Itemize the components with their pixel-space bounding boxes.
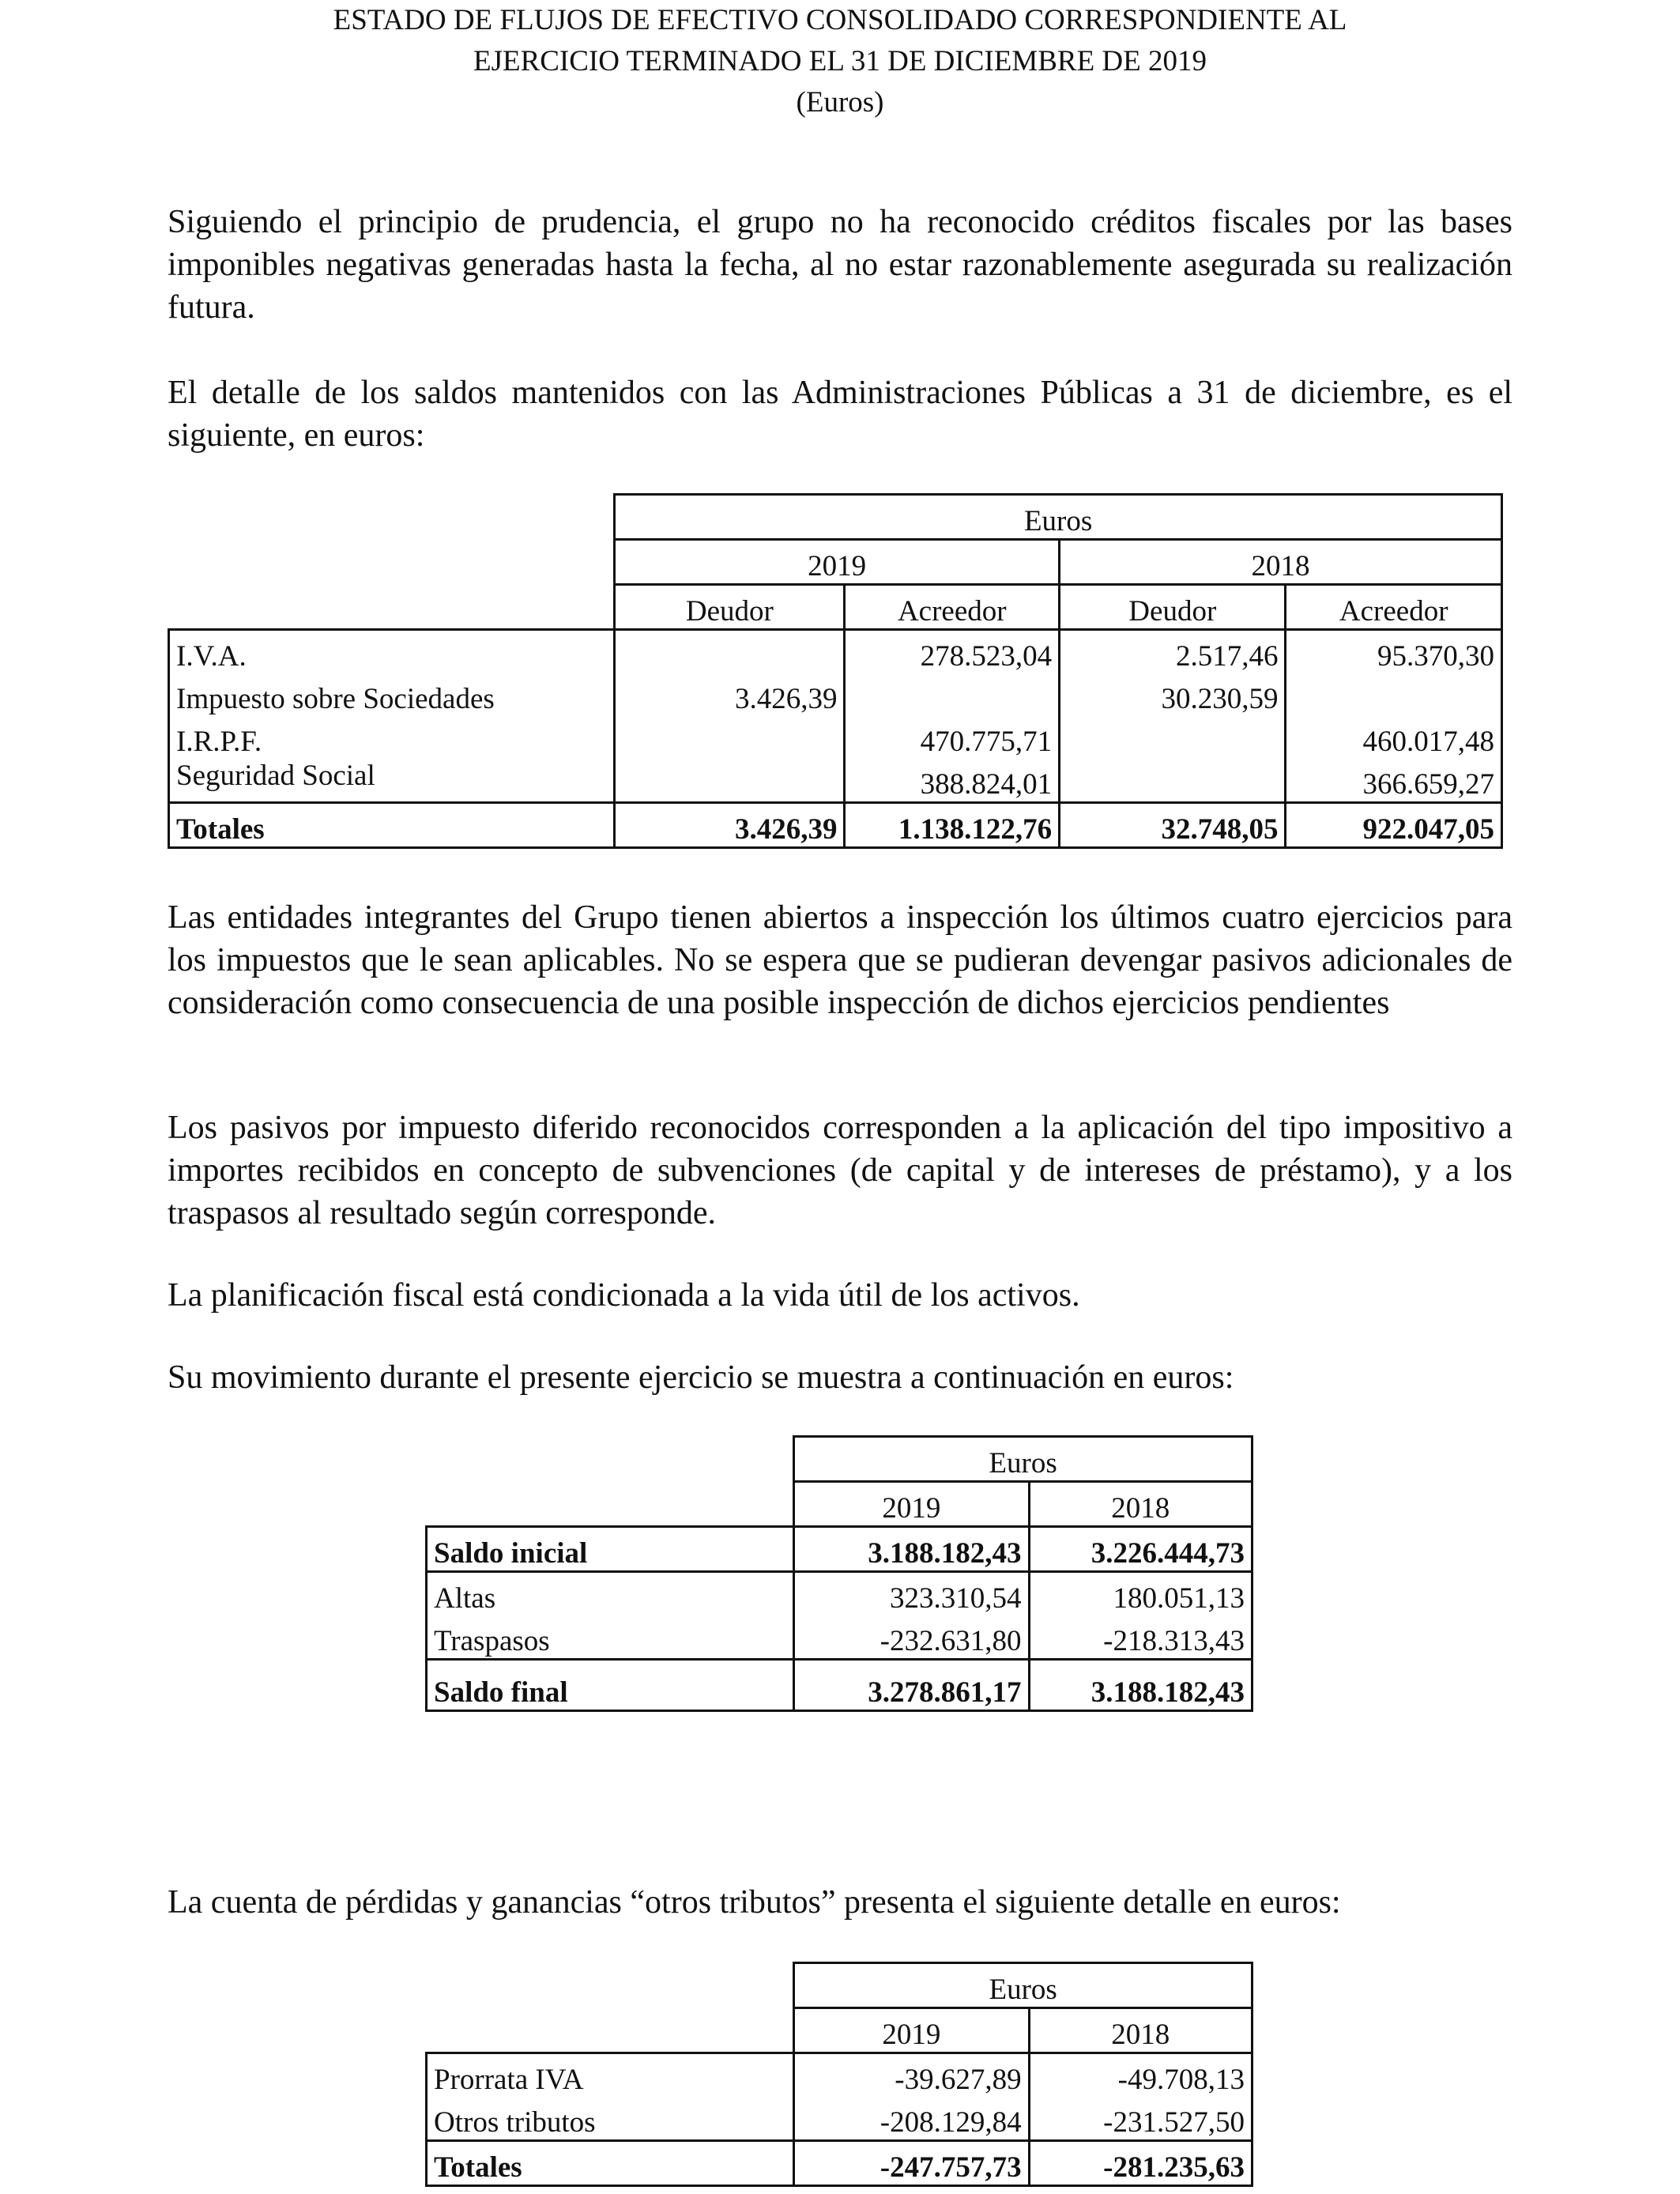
table-row [427, 1572, 1252, 1616]
table-row [169, 759, 1502, 803]
cell-value: 366.659,27 [1286, 759, 1502, 803]
cell-value: 323.310,54 [794, 1572, 1029, 1616]
paragraph-other-taxes-intro: La cuenta de pérdidas y ganancias “otros tributos” presenta el siguiente detalle en euros: [168, 1884, 1341, 1921]
total-label: Totales [169, 803, 615, 848]
row-label: I.R.P.F. [169, 716, 615, 759]
cell-value: 470.775,71 [845, 716, 1060, 759]
table-total-row [427, 2141, 1252, 2186]
paragraph-inspection: Las entidades integrantes del Grupo tienen abiertos a inspección los últimos cuatro ejercicios para los impuestos que le sean aplicables. No se espera que se pudieran devengar pasivos adicionales de consideración como consecuencia de una posible inspección de dichos ejercicios pendientes [168, 899, 1512, 1021]
paragraph-balances-intro: El detalle de los saldos mantenidos con las Administraciones Públicas a 31 de diciembre, es el siguiente, en euros: [168, 375, 1512, 454]
cell-value [1060, 716, 1286, 759]
cell-value: -208.129,84 [794, 2097, 1029, 2141]
row-label: Totales [427, 2141, 794, 2186]
col-deudor-2018: Deudor [1060, 585, 1286, 630]
cell-value: -218.313,43 [1029, 1615, 1252, 1660]
table-row [169, 630, 1502, 674]
cell-value: -49.708,13 [1029, 2053, 1252, 2098]
page-header [0, 0, 1680, 123]
total-value: 3.426,39 [615, 803, 845, 848]
cell-value: -39.627,89 [794, 2053, 1029, 2098]
paragraph-tax-planning: La planificación fiscal está condicionada a la vida útil de los activos. [168, 1277, 1080, 1314]
cell-value: -247.757,73 [794, 2141, 1029, 2186]
table-year-row [427, 1482, 1252, 1527]
table-group-header-row [169, 495, 1502, 540]
table-column-header-row [169, 585, 1502, 630]
cell-value: -281.235,63 [1029, 2141, 1252, 2186]
cell-value [845, 673, 1060, 716]
year-2019-header: 2019 [794, 2008, 1029, 2053]
cell-value: 3.278.861,17 [794, 1660, 1029, 1711]
paragraph-deferred-tax: Los pasivos por impuesto diferido reconocidos corresponden a la aplicación del tipo impositivo a importes recibidos en concepto de subvenciones (de capital y de intereses de préstamo), y a los traspasos al resultado según corresponde. [168, 1110, 1512, 1231]
row-label: Prorrata IVA [427, 2053, 794, 2098]
year-2018-header: 2018 [1029, 2008, 1252, 2053]
row-label: Saldo final [427, 1660, 794, 1711]
table-row [427, 1527, 1252, 1572]
cell-value [615, 759, 845, 803]
cell-value: -231.527,50 [1029, 2097, 1252, 2141]
movement-table [425, 1435, 1253, 1712]
table-row [427, 2097, 1252, 2141]
euros-header: Euros [615, 495, 1502, 540]
year-2018-header: 2018 [1029, 1482, 1252, 1527]
public-administrations-table [168, 493, 1503, 849]
paragraph-prudence: Siguiendo el principio de prudencia, el grupo no ha reconocido créditos fiscales por las bases imponibles negativas generadas hasta la fecha, al no estar razonablemente asegurada su realización futura. [168, 204, 1512, 326]
row-label: I.V.A. [169, 630, 615, 674]
table-row [169, 673, 1502, 716]
cell-value: 180.051,13 [1029, 1572, 1252, 1616]
cell-value: 30.230,59 [1060, 673, 1286, 716]
cell-value: -232.631,80 [794, 1615, 1029, 1660]
row-label: Impuesto sobre Sociedades [169, 673, 615, 716]
table-total-row [427, 1660, 1252, 1711]
col-acreedor-2018: Acreedor [1286, 585, 1502, 630]
cell-value: 388.824,01 [845, 759, 1060, 803]
table-group-header-row [427, 1437, 1252, 1482]
cell-value: 3.426,39 [615, 673, 845, 716]
total-value: 32.748,05 [1060, 803, 1286, 848]
row-label: Seguridad Social [169, 759, 615, 803]
table-row [427, 1615, 1252, 1660]
total-value: 922.047,05 [1286, 803, 1502, 848]
paragraph-movement-intro: Su movimiento durante el presente ejercicio se muestra a continuación en euros: [168, 1359, 1234, 1396]
cell-value: 460.017,48 [1286, 716, 1502, 759]
table-row [427, 2053, 1252, 2098]
cell-value [615, 716, 845, 759]
euros-header: Euros [794, 1963, 1252, 2008]
row-label: Traspasos [427, 1615, 794, 1660]
euros-header: Euros [794, 1437, 1252, 1482]
table-total-row [169, 803, 1502, 848]
cell-value: 3.188.182,43 [794, 1527, 1029, 1572]
col-acreedor-2019: Acreedor [845, 585, 1060, 630]
row-label: Otros tributos [427, 2097, 794, 2141]
col-deudor-2019: Deudor [615, 585, 845, 630]
header-line-1: ESTADO DE FLUJOS DE EFECTIVO CONSOLIDADO CORRESPONDIENTE AL [333, 4, 1347, 36]
header-line-2: EJERCICIO TERMINADO EL 31 DE DICIEMBRE DE 2019 [473, 45, 1207, 77]
table-group-header-row [427, 1963, 1252, 2008]
cell-value [1286, 673, 1502, 716]
cell-value: 95.370,30 [1286, 630, 1502, 674]
cell-value: 278.523,04 [845, 630, 1060, 674]
total-value: 1.138.122,76 [845, 803, 1060, 848]
table-row [169, 716, 1502, 759]
cell-value: 3.188.182,43 [1029, 1660, 1252, 1711]
year-2019-header: 2019 [794, 1482, 1029, 1527]
row-label: Altas [427, 1572, 794, 1616]
header-line-3: (Euros) [796, 86, 884, 119]
row-label: Saldo inicial [427, 1527, 794, 1572]
cell-value [1060, 759, 1286, 803]
table-year-row [169, 540, 1502, 585]
cell-value [615, 630, 845, 674]
year-2019-header: 2019 [615, 540, 1060, 585]
year-2018-header: 2018 [1060, 540, 1502, 585]
other-taxes-table [425, 1962, 1253, 2187]
table-year-row [427, 2008, 1252, 2053]
cell-value: 3.226.444,73 [1029, 1527, 1252, 1572]
cell-value: 2.517,46 [1060, 630, 1286, 674]
